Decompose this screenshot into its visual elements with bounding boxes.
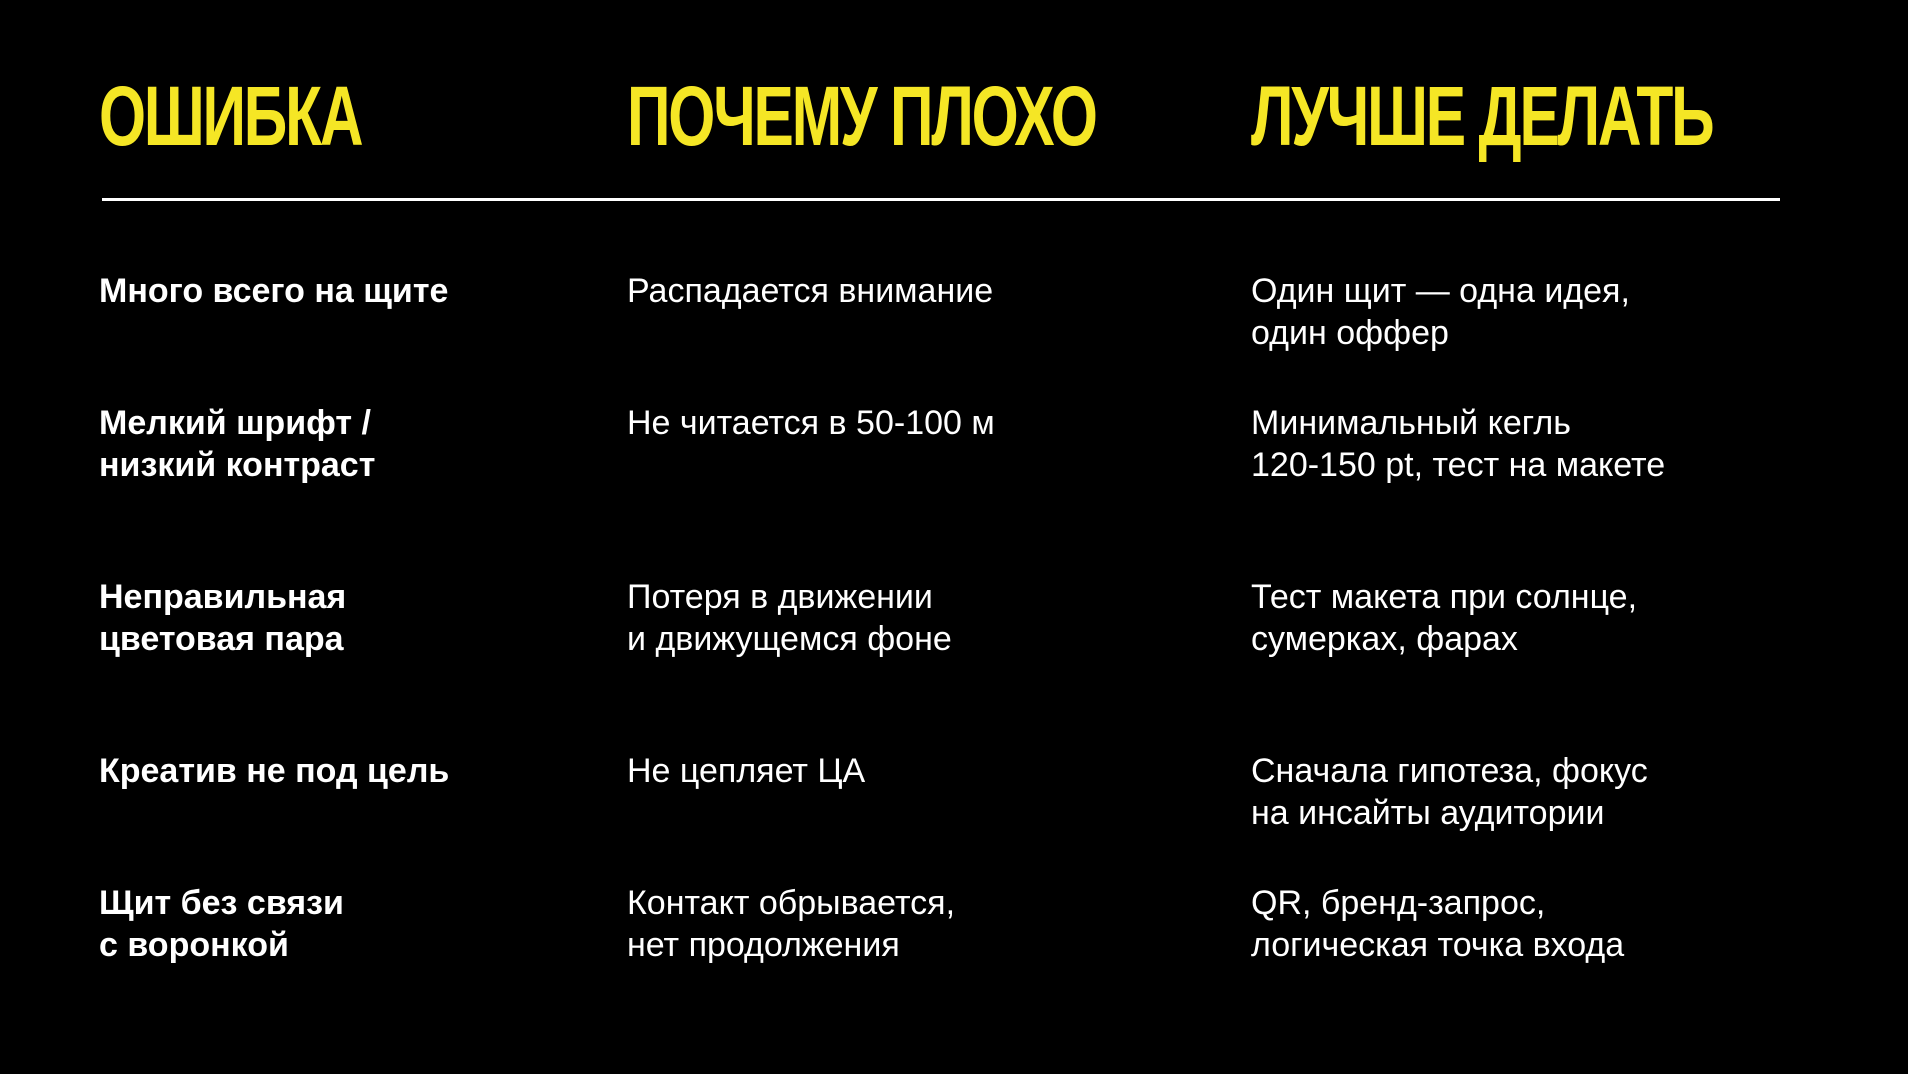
row-5-mistake: Щит без связи с воронкой — [99, 884, 344, 964]
header-better: ЛУЧШЕ ДЕЛАТЬ — [1251, 69, 1713, 163]
row-4-mistake: Креатив не под цель — [99, 752, 450, 790]
row-5-why-bad: Контакт обрывается, нет продолжения — [627, 884, 956, 964]
row-3-better: Тест макета при солнце, сумерках, фарах — [1251, 578, 1638, 658]
row-1-better: Один щит — одна идея, один оффер — [1251, 272, 1630, 352]
row-4-why-bad: Не цепляет ЦА — [627, 752, 866, 790]
row-5-better: QR, бренд-запрос, логическая точка входа — [1251, 884, 1625, 964]
row-2-better: Минимальный кегль 120-150 pt, тест на макете — [1251, 404, 1666, 484]
header-divider — [102, 198, 1780, 201]
row-1-mistake: Много всего на щите — [99, 272, 449, 310]
header-why-bad: ПОЧЕМУ ПЛОХО — [627, 69, 1096, 163]
header-mistake: ОШИБКА — [99, 69, 362, 163]
row-3-why-bad: Потеря в движении и движущемся фоне — [627, 578, 952, 658]
row-1-why-bad: Распадается внимание — [627, 272, 994, 310]
row-2-mistake: Мелкий шрифт / низкий контраст — [99, 404, 376, 484]
row-4-better: Сначала гипотеза, фокус на инсайты аудитории — [1251, 752, 1648, 832]
row-3-mistake: Неправильная цветовая пара — [99, 578, 347, 658]
row-2-why-bad: Не читается в 50-100 м — [627, 404, 995, 442]
